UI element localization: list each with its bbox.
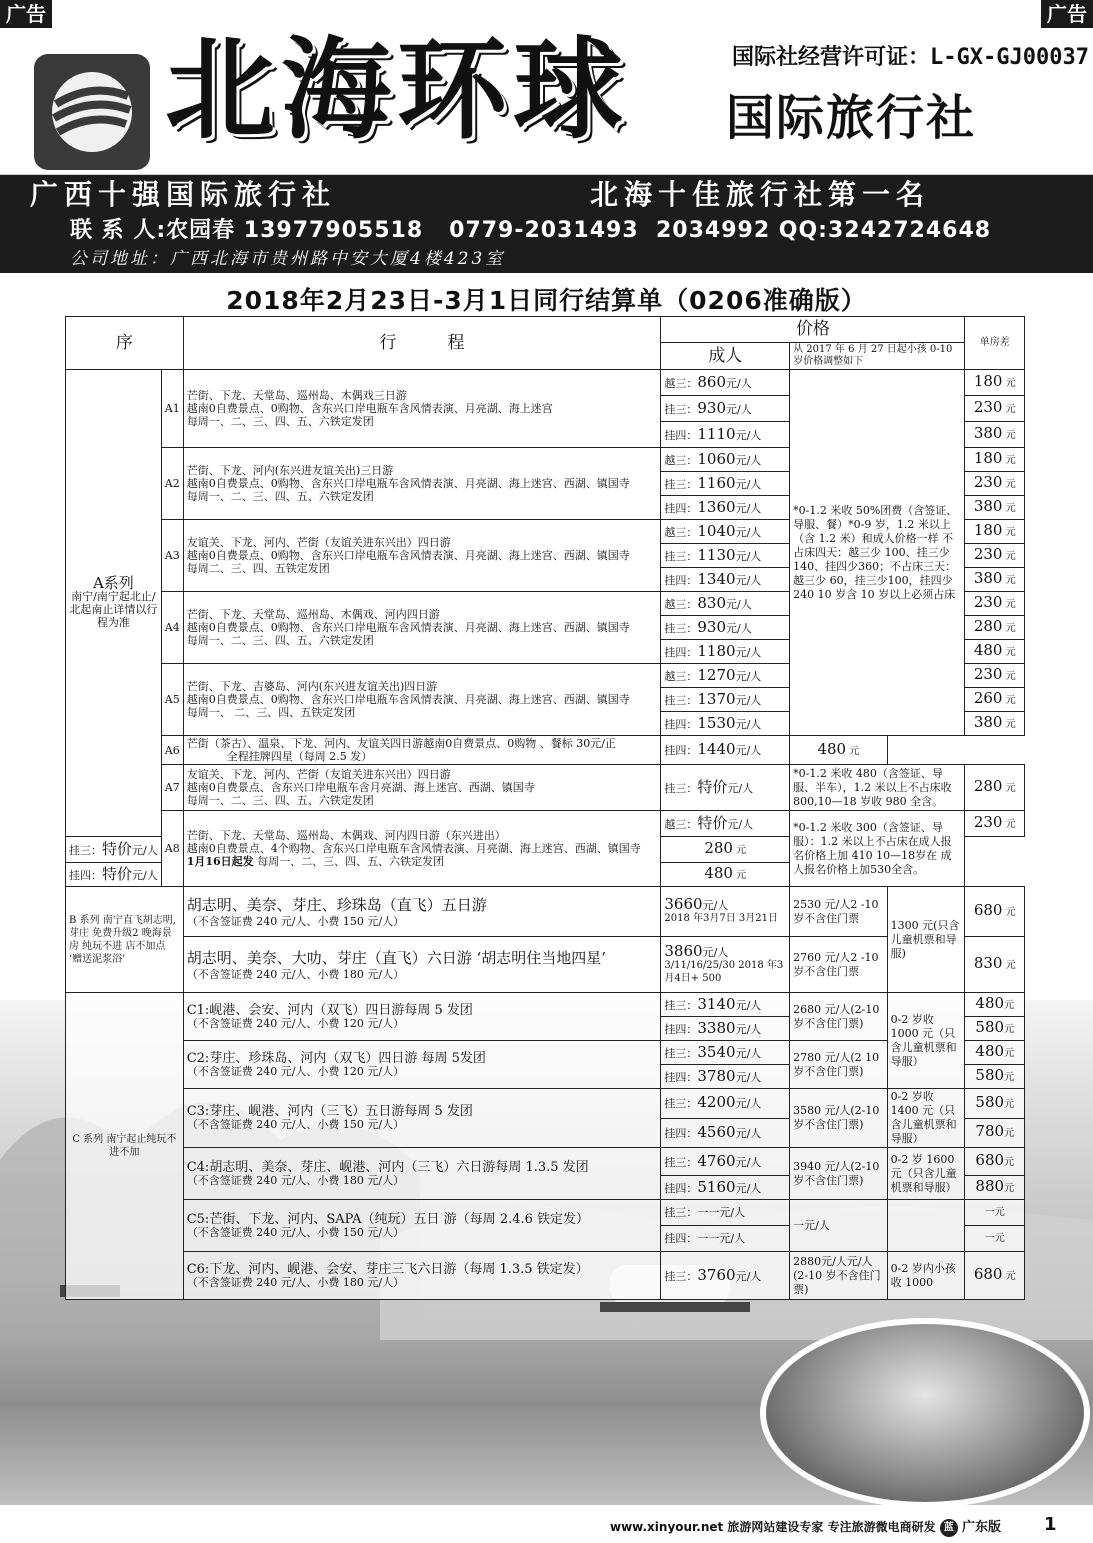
- price-cell: 挂三：3540元/人: [661, 1041, 790, 1065]
- price-cell: 挂三：1370元/人: [661, 688, 790, 712]
- company-address: 公司地址：广西北海市贵州路中安大厦4楼423室: [70, 249, 506, 269]
- route-code: A2: [161, 448, 183, 520]
- single-cell: 380 元: [965, 712, 1025, 736]
- route-c2: C2:芽庄、珍珠岛、河内（双飞）四日游 每周 5发团 （不含签证费 240 元/人、小费 120 元/人）: [183, 1041, 661, 1089]
- footer-site: www.xinyour.net 旅游网站建设专家 专注旅游微电商研发: [610, 1520, 936, 1534]
- price-cell: 越三：860元/人: [661, 370, 790, 396]
- c1-child-price: 2680 元/人(2-10 岁不含住门票): [790, 993, 888, 1041]
- single-cell: 380 元: [965, 496, 1025, 520]
- header-price: 价格: [661, 317, 965, 343]
- price-cell: 挂四：1340元/人: [661, 568, 790, 592]
- header-route: 行 程: [183, 317, 661, 370]
- price-cell: 越三：特价元/人: [661, 811, 790, 837]
- route-c5: C5:芒街、下龙、河内、SAPA（纯玩）五日 游（每周 2.4.6 铁定发） （不含签证费 240 元/人、小费 150 元/人）: [183, 1200, 661, 1252]
- header-seq: 序: [66, 317, 184, 370]
- single-cell: 480 元: [790, 736, 888, 765]
- c3-child-price: 3580 元/人(2-10 岁不含住门票): [790, 1089, 888, 1148]
- price-cell: 挂三：特价元/人: [661, 765, 790, 811]
- single-cell: 180 元: [965, 520, 1025, 544]
- single-cell: 180 元: [965, 370, 1025, 396]
- price-cell: 挂四：5160元/人: [661, 1176, 790, 1200]
- price-cell: 挂四：1180元/人: [661, 640, 790, 664]
- c1-infant-price: 0-2 岁收 1000 元（只含儿童机票和导服）: [887, 993, 965, 1089]
- route-a4: 芒街、下龙、天堂岛、巡州岛、木偶戏、河内四日游 越南0自费景点、0购物、含东兴口岸电瓶车含风情表演、月亮湖、海上迷宫、西湖、镇国寺 每周一、二、三、四、五、六铁定发团: [183, 592, 661, 664]
- route-code: A3: [161, 520, 183, 592]
- a7-child-policy: *0-1.2 米收 480（含签证、导服、半车），1.2 米以上不占床收 800,10—18 岁收 980 全含。: [790, 765, 965, 811]
- price-cell: 挂三：特价元/人: [66, 837, 162, 863]
- brand-name: 北海环球: [165, 26, 629, 154]
- contact-band: [0, 175, 1093, 273]
- route-b1: 胡志明、美奈、芽庄、珍珠岛（直飞）五日游 （不含签证费 240 元/人、小费 150 元/人）: [183, 887, 661, 937]
- price-cell: 挂四：1530元/人: [661, 712, 790, 736]
- single-cell: 580元: [965, 1017, 1025, 1041]
- route-code: A4: [161, 592, 183, 664]
- price-cell: 挂三：4200元/人: [661, 1089, 790, 1119]
- single-cell: 230 元: [965, 396, 1025, 422]
- single-cell: 280 元: [965, 765, 1025, 811]
- price-cell: 挂三：930元/人: [661, 396, 790, 422]
- price-cell: 3860元/人 3/11/16/25/30 2018 年3月4日+ 500: [661, 937, 790, 993]
- price-cell: 挂三：930元/人: [661, 616, 790, 640]
- single-cell: 780元: [965, 1118, 1025, 1148]
- single-cell: 380 元: [965, 568, 1025, 592]
- price-cell: 挂四：特价元/人: [66, 863, 162, 887]
- price-cell: 挂三：4760元/人: [661, 1148, 790, 1176]
- route-b2: 胡志明、美奈、大叻、芽庄（直飞）六日游 ‘胡志明住当地四星’ （不含签证费 240 元/人、小费 180 元/人）: [183, 937, 661, 993]
- price-cell: 挂三：3760元/人: [661, 1252, 790, 1300]
- slogan-right: 北海十佳旅行社第一名: [590, 178, 931, 211]
- header-child-note: 从 2017 年 6 月 27 日起小孩 0-10 岁价格调整如下: [790, 343, 965, 370]
- c6-infant-price: 0-2 岁内小孩收 1000: [887, 1252, 965, 1300]
- price-cell: 3660元/人 2018 年3月7日 3月21日: [661, 887, 790, 937]
- single-cell: 680 元: [965, 1252, 1025, 1300]
- single-cell: 680元: [965, 1148, 1025, 1176]
- route-a2: 芒街、下龙、河内(东兴进友谊关出)三日游 越南0自费景点、0购物、含东兴口岸电瓶车含风情表演、月亮湖、海上迷宫、西湖、镇国寺 每周一、二、三、四、五、六铁定发团: [183, 448, 661, 520]
- c2-child-price: 2780 元/人(2 10 岁不含住门票): [790, 1041, 888, 1089]
- price-table: [65, 316, 1025, 1300]
- route-c3: C3:芽庄、岘港、河内（三飞）五日游每周 5 发团 （不含签证费 240 元/人、小费 150 元/人）: [183, 1089, 661, 1148]
- route-c1: C1:岘港、会安、河内（双飞）四日游每周 5 发团 （不含签证费 240 元/人、小费 120 元/人）: [183, 993, 661, 1041]
- single-cell: 一元: [965, 1200, 1025, 1226]
- route-c6: C6:下龙、河内、岘港、会安、芽庄三飞六日游（每周 1.3.5 铁定发） （不含签证费 240 元/人、小费 180 元/人）: [183, 1252, 661, 1300]
- a-series-child-policy: *0-1.2 米收 50%团费（含签证、导服、餐）*0-9 岁，1.2 米以上（含 1.2 米）和成人价格一样 不占床四天：越三少 100、挂三少140、挂四少360；不占床三天：越三少 60，挂三少100，挂四少240 10 岁含 10 岁以上必须占床: [790, 370, 965, 736]
- single-cell: 480 元: [661, 863, 790, 887]
- edition-badge-icon: 蓝: [940, 1519, 958, 1537]
- price-cell: 挂四：1360元/人: [661, 496, 790, 520]
- b-series-label: B 系列 南宁直飞胡志明,芽庄 免费升级2 晚海景房 纯玩不进 店不加点 ‘赠送泥浆浴’: [66, 887, 184, 993]
- route-a1: 芒街、下龙、天堂岛、巡州岛、木偶戏三日游 越南0自费景点、0购物、含东兴口岸电瓶车含风情表演、月亮湖、海上迷宫 每周一、二、三、四、五、六铁定发团: [183, 370, 661, 448]
- single-cell: 230 元: [965, 544, 1025, 568]
- single-cell: 680 元: [965, 887, 1025, 937]
- route-code: A7: [161, 765, 183, 811]
- single-cell: 230 元: [965, 664, 1025, 688]
- waterfall-photo: [760, 1318, 1090, 1508]
- b1-child-price: 2530 元/人2 -10 岁不含住门票: [790, 887, 888, 937]
- ad-tag-right: 广告: [1041, 0, 1093, 28]
- document-title: 2018年2月23日-3月1日同行结算单（0206准确版）: [226, 286, 867, 315]
- price-cell: 挂四：3380元/人: [661, 1017, 790, 1041]
- c-series-label: C 系列 南宁起止纯玩不进不加: [66, 993, 184, 1300]
- route-a8: 芒街、下龙、天堂岛、巡州岛、木偶戏、河内四日游（东兴进出） 越南0自费景点、4个购物、含东兴口岸电瓶车含风情表演、月亮湖、海上迷宫、西湖、镇国寺 1月16日起发 每周一、二、三、四、五、六铁定发团: [183, 811, 661, 887]
- price-cell: 挂三：1160元/人: [661, 472, 790, 496]
- route-a7: 友谊关、下龙、河内、芒街（友谊关进东兴出）四日游 越南0自费景点、含东兴口岸电瓶车含月亮湖、海上迷宫、西湖、镇国寺 每周一、二、三、四、五、六铁定发团: [183, 765, 661, 811]
- contact-line: 联 系 人:农园春 13977905518 0779-2031493 2034992 QQ:3242724648: [70, 218, 992, 243]
- footer-edition: 广东版: [961, 1520, 1001, 1535]
- footer: [610, 1517, 1001, 1538]
- price-cell: 越三：1040元/人: [661, 520, 790, 544]
- route-code: A1: [161, 370, 183, 448]
- single-cell: 280 元: [661, 837, 790, 863]
- route-c4: C4:胡志明、美奈、芽庄、岘港、河内（三飞）六日游每周 1.3.5 发团 （不含签证费 240 元/人、小费 180 元/人）: [183, 1148, 661, 1200]
- single-cell: 830 元: [965, 937, 1025, 993]
- c4-infant-price: 0-2 岁 1600 元（只含儿童机票和导服）: [887, 1148, 965, 1200]
- single-cell: 230 元: [965, 592, 1025, 616]
- price-cell: 挂三：3140元/人: [661, 993, 790, 1017]
- a8-child-policy: *0-1.2 米收 300（含签证、导服）：1.2 米以上不占床在成人报名价格上加 410 10—18岁在 成人报名价格上加530全含。: [790, 811, 965, 887]
- single-cell: 480元: [965, 993, 1025, 1017]
- ad-tag-left: 广告: [0, 0, 52, 28]
- single-cell: 380 元: [965, 422, 1025, 448]
- single-cell: 880元: [965, 1176, 1025, 1200]
- single-cell: 580元: [965, 1065, 1025, 1089]
- route-a6: 芒街（茶古）、温泉、下龙、河内、友谊关四日游越南0自费景点、0购物 、餐标 30元/正 全程挂牌四星（每周 2.5 发）: [183, 736, 661, 765]
- single-cell: 一元: [965, 1226, 1025, 1252]
- single-cell: 580元: [965, 1089, 1025, 1119]
- single-cell: 280 元: [965, 616, 1025, 640]
- price-cell: 越三：830元/人: [661, 592, 790, 616]
- price-cell: 越三：1060元/人: [661, 448, 790, 472]
- slogan-left: 广西十强国际旅行社: [30, 178, 337, 211]
- price-cell: 越三：1270元/人: [661, 664, 790, 688]
- single-cell: 260 元: [965, 688, 1025, 712]
- route-code: A6: [161, 736, 183, 765]
- single-cell: 230 元: [965, 811, 1025, 837]
- price-cell: 挂四：1440元/人: [661, 736, 790, 765]
- route-code: A5: [161, 664, 183, 736]
- single-cell: 480元: [965, 1041, 1025, 1065]
- price-cell: 挂三：1130元/人: [661, 544, 790, 568]
- single-cell: 230 元: [965, 472, 1025, 496]
- price-cell: 挂四：4560元/人: [661, 1118, 790, 1148]
- c3-infant-price: 0-2 岁收 1400 元（只含儿童机票和导服）: [887, 1089, 965, 1148]
- c4-child-price: 3940 元/人(2-10 岁不含住门票): [790, 1148, 888, 1200]
- header: [0, 26, 1093, 175]
- route-code: A8: [161, 811, 183, 887]
- header-single-room: 单房差: [965, 317, 1025, 370]
- single-cell: 480 元: [965, 640, 1025, 664]
- route-a3: 友谊关、下龙、河内、芒街（友谊关进东兴出）四日游 越南0自费景点、0购物、含东兴口岸电瓶车含风情表演、月亮湖、海上迷宫、西湖、镇国寺 每周二、三、四、五铁定发团: [183, 520, 661, 592]
- header-adult: 成人: [661, 343, 790, 370]
- single-cell: 180 元: [965, 448, 1025, 472]
- license-number: 国际社经营许可证：L-GX-GJ00037: [732, 45, 1089, 70]
- c5-child-price: 一元/人: [790, 1200, 888, 1252]
- route-a5: 芒街、下龙、吉婆岛、河内(东兴进友谊关出)四日游 越南0自费景点、0购物、含东兴口岸电瓶车含风情表演、月亮湖、海上迷宫、西湖、镇国寺 每周一、 二、三、四、五铁定发团: [183, 664, 661, 736]
- c6-child-price: 2880元/人元/人(2-10 岁不含住门票): [790, 1252, 888, 1300]
- b-series-infant: 1300 元(只含儿童机票和导服): [887, 887, 965, 993]
- page-number: 1: [1044, 1514, 1057, 1535]
- a-series-label: A系列 南宁/南宁起北止/北起南止详情以行程为准: [66, 370, 162, 837]
- brand-subtitle: 国际旅行社: [726, 90, 977, 146]
- globe-logo-icon: [32, 52, 152, 172]
- price-cell: 挂四：一一元/人: [661, 1226, 790, 1252]
- price-cell: 挂四：1110元/人: [661, 422, 790, 448]
- price-cell: 挂三：一一元/人: [661, 1200, 790, 1226]
- price-cell: 挂四：3780元/人: [661, 1065, 790, 1089]
- b2-child-price: 2760 元/人2 -10 岁不含住门票: [790, 937, 888, 993]
- c5-infant-price: [887, 1200, 965, 1252]
